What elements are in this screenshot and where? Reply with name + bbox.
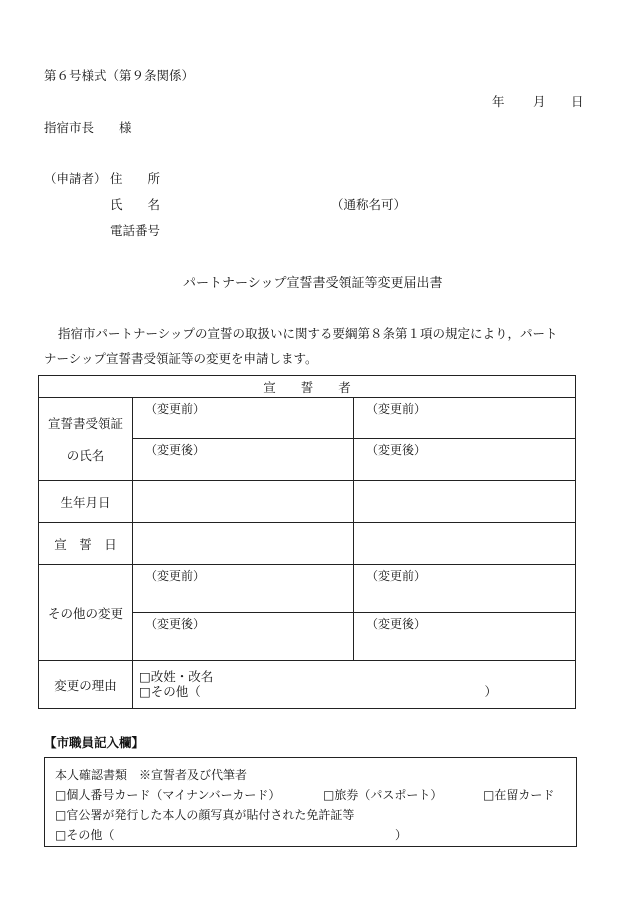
after-note: （変更後） [366, 443, 427, 457]
oath-date-label: 宣 誓 日 [39, 523, 133, 565]
before-note: （変更前） [366, 402, 427, 416]
other-after-cell-1[interactable] [133, 613, 354, 661]
mynumber-checkbox[interactable]: □個人番号カード（マイナンバーカード） [55, 788, 281, 802]
applicant-alias-note: （通称名可） [331, 197, 407, 212]
name-label-line-2: の氏名 [66, 448, 105, 463]
table-header: 宣 誓 者 [39, 376, 576, 398]
reason-other-close: ） [484, 684, 498, 699]
reason-cell [133, 661, 576, 709]
form-number: 第６号様式（第９条関係） [44, 68, 195, 83]
date-day: 日 [571, 94, 584, 109]
other-change-label: その他の変更 [39, 565, 133, 661]
staff-entry-box [44, 757, 577, 847]
other-before-cell-1[interactable] [133, 565, 354, 613]
license-checkbox[interactable]: □官公署が発行した本人の顔写真が貼付された免許証等 [55, 808, 355, 822]
passport-checkbox[interactable]: □旅券（パスポート） [323, 788, 443, 802]
other-before-cell-2[interactable] [354, 565, 576, 613]
date-month: 月 [533, 94, 546, 109]
after-note: （変更後） [366, 617, 427, 631]
birthdate-cell-2[interactable] [354, 481, 576, 523]
other-after-cell-2[interactable] [354, 613, 576, 661]
after-note: （変更後） [145, 443, 206, 457]
before-note: （変更前） [366, 569, 427, 583]
staff-section-heading: 【市職員記入欄】 [44, 735, 145, 750]
name-label-line-1: 宣誓書受領証 [47, 416, 123, 431]
before-note: （変更前） [145, 569, 206, 583]
oath-date-cell-2[interactable] [354, 523, 576, 565]
body-text-line-2: ナーシップ宣誓書受領証等の変更を申請します。 [44, 351, 318, 366]
reason-rename-checkbox[interactable]: □改姓・改名 [139, 669, 214, 684]
after-note: （変更後） [145, 617, 206, 631]
name-after-cell-1[interactable] [133, 439, 354, 481]
name-before-cell-1[interactable] [133, 398, 354, 439]
applicant-phone-label: 電話番号 [110, 223, 161, 238]
birthdate-label: 生年月日 [39, 481, 133, 523]
id-doc-title: 本人確認書類 ※宣誓者及び代筆者 [55, 768, 248, 782]
reason-label: 変更の理由 [39, 661, 133, 709]
date-year: 年 [492, 94, 505, 109]
body-text-line-1: 指宿市パートナーシップの宣誓の取扱いに関する要綱第８条第１項の規定により，パート [58, 326, 558, 341]
residence-card-checkbox[interactable]: □在留カード [483, 788, 555, 802]
document-title: パートナーシップ宣誓書受領証等変更届出書 [183, 276, 443, 291]
applicant-address-label: 住 所 [110, 171, 161, 186]
other-id-close: ） [395, 828, 408, 842]
reason-other-checkbox[interactable]: □その他（ [139, 684, 201, 699]
declaration-table [38, 375, 576, 709]
birthdate-cell-1[interactable] [133, 481, 354, 523]
oath-date-cell-1[interactable] [133, 523, 354, 565]
before-note: （変更前） [145, 402, 206, 416]
applicant-label: （申請者） [44, 171, 107, 186]
addressee: 指宿市長 様 [44, 120, 132, 135]
other-id-checkbox[interactable]: □その他（ [55, 828, 115, 842]
name-after-cell-2[interactable] [354, 439, 576, 481]
applicant-name-label: 氏 名 [110, 197, 161, 212]
name-before-cell-2[interactable] [354, 398, 576, 439]
name-label-cell [39, 398, 133, 481]
